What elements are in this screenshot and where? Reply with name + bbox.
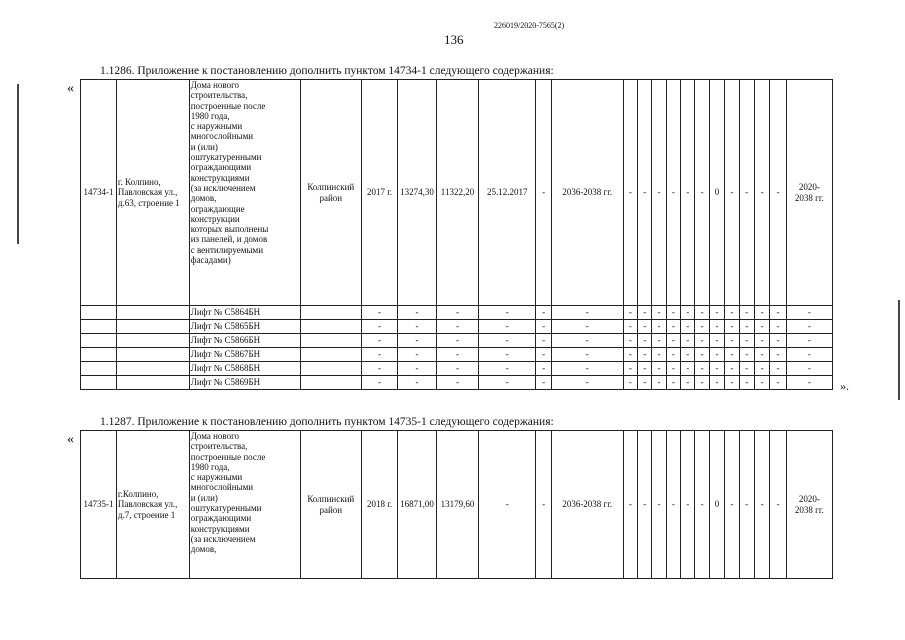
lift-value-cell: - [551, 376, 623, 390]
district-line: район [319, 504, 343, 515]
description-cell [189, 431, 300, 579]
empty-cell [116, 376, 189, 390]
description-line: построенные после [190, 100, 266, 111]
empty-cell [116, 306, 189, 320]
lift-value-cell: - [397, 320, 436, 334]
lift-value-cell: - [479, 306, 536, 320]
lift-value-cell: - [638, 334, 652, 348]
lift-value-cell: - [725, 376, 739, 390]
lift-value-cell: - [623, 320, 637, 334]
right-margin-line [898, 300, 900, 400]
lift-value-cell: - [770, 320, 786, 334]
description-line: оштукатуренными [190, 503, 262, 514]
lift-value-cell: - [770, 376, 786, 390]
lift-value-cell: - [479, 376, 536, 390]
flag-cell: - [770, 80, 786, 306]
lift-value-cell: - [536, 348, 551, 362]
lift-value-cell: - [770, 348, 786, 362]
dash-cell: - [536, 80, 551, 306]
lift-row [81, 306, 833, 320]
lift-label: Лифт № С5866БН [189, 334, 300, 348]
lift-value-cell: - [754, 376, 769, 390]
lift-value-cell: - [551, 334, 623, 348]
lift-value-cell: - [436, 306, 478, 320]
lift-value-cell: - [397, 334, 436, 348]
lift-label: Лифт № С5867БН [189, 348, 300, 362]
lift-value-cell: - [786, 334, 832, 348]
lift-value-cell: - [739, 306, 754, 320]
lift-value-cell: - [681, 376, 695, 390]
date-cell: - [479, 431, 536, 579]
description-line: многослойными [190, 131, 254, 142]
empty-cell [116, 348, 189, 362]
address-cell [116, 431, 189, 579]
flag-cell: - [695, 431, 709, 579]
address-line: Павловская ул., [117, 499, 178, 510]
description-line: с вентилируемыми [190, 244, 264, 255]
lift-value-cell: - [709, 376, 724, 390]
lift-value-cell: - [436, 334, 478, 348]
lift-label: Лифт № С5864БН [189, 306, 300, 320]
entry-table-14735-1 [80, 430, 833, 579]
flag-cell: - [770, 431, 786, 579]
lift-value-cell: - [479, 320, 536, 334]
empty-cell [81, 306, 117, 320]
district-line: район [319, 192, 343, 203]
flag-cell: 0 [709, 80, 724, 306]
lift-value-cell: - [479, 334, 536, 348]
lift-value-cell: - [739, 334, 754, 348]
lift-value-cell: - [362, 362, 398, 376]
description-line: и (или) [190, 492, 218, 503]
lift-value-cell: - [436, 320, 478, 334]
lift-value-cell: - [397, 362, 436, 376]
entry-id: 14734-1 [81, 80, 117, 306]
lift-value-cell: - [754, 348, 769, 362]
final-period-cell [786, 431, 832, 579]
description-line: и (или) [190, 141, 218, 152]
lift-value-cell: - [362, 376, 398, 390]
lift-value-cell: - [681, 348, 695, 362]
empty-cell [116, 320, 189, 334]
lift-value-cell: - [397, 348, 436, 362]
description-line: конструкциями [190, 172, 250, 183]
description-line: фасадами) [190, 255, 231, 266]
area-total-cell: 16871,00 [397, 431, 436, 579]
description-line: строительства, [190, 441, 248, 452]
lift-value-cell: - [652, 362, 666, 376]
lift-value-cell: - [709, 348, 724, 362]
description-line: конструкциями [190, 523, 250, 534]
year-cell: 2017 г. [362, 80, 398, 306]
section-1287-heading: 1.1287. Приложение к постановлению дополнить пунктом 14735-1 следующего содержания: [100, 416, 554, 428]
description-line: оштукатуренными [190, 152, 262, 163]
description-line: 1980 года, [190, 461, 230, 472]
area-living-cell: 11322,20 [436, 80, 478, 306]
lift-value-cell: - [695, 306, 709, 320]
empty-cell [116, 362, 189, 376]
lift-value-cell: - [536, 376, 551, 390]
lift-value-cell: - [638, 348, 652, 362]
dash-cell: - [536, 431, 551, 579]
lift-value-cell: - [709, 334, 724, 348]
lift-value-cell: - [436, 362, 478, 376]
lift-label: Лифт № С5865БН [189, 320, 300, 334]
lift-value-cell: - [739, 362, 754, 376]
lift-value-cell: - [786, 376, 832, 390]
description-line: 1980 года, [190, 110, 230, 121]
lift-row [81, 320, 833, 334]
empty-cell [300, 306, 362, 320]
lift-value-cell: - [754, 320, 769, 334]
lift-value-cell: - [362, 348, 398, 362]
lift-value-cell: - [770, 334, 786, 348]
flag-cell: - [725, 431, 739, 579]
description-line: Дома нового [190, 431, 240, 441]
lift-value-cell: - [725, 320, 739, 334]
lift-value-cell: - [725, 362, 739, 376]
left-margin-line [17, 84, 19, 244]
final-period-line: 2020- [798, 494, 820, 505]
flag-cell: - [739, 80, 754, 306]
final-period-line: 2020- [798, 182, 820, 193]
description-line: построенные после [190, 451, 266, 462]
lift-value-cell: - [709, 320, 724, 334]
lift-value-cell: - [725, 348, 739, 362]
district-cell [300, 431, 362, 579]
description-line: многослойными [190, 482, 254, 493]
lift-label: Лифт № С5869БН [189, 376, 300, 390]
final-period-cell [786, 80, 832, 306]
empty-cell [81, 376, 117, 390]
description-line: домов, [190, 544, 217, 555]
final-period-line: 2038 гг. [794, 192, 824, 203]
lift-value-cell: - [551, 306, 623, 320]
lift-row [81, 362, 833, 376]
address-cell [116, 80, 189, 306]
empty-cell [81, 362, 117, 376]
lift-value-cell: - [786, 306, 832, 320]
address-line: Павловская ул., [117, 187, 178, 198]
description-cell [189, 80, 300, 306]
flag-cell: - [725, 80, 739, 306]
lift-value-cell: - [695, 320, 709, 334]
description-line: конструкции [190, 213, 240, 224]
empty-cell [300, 334, 362, 348]
lift-value-cell: - [754, 362, 769, 376]
lift-value-cell: - [551, 362, 623, 376]
lift-value-cell: - [652, 320, 666, 334]
empty-cell [116, 334, 189, 348]
lift-value-cell: - [623, 306, 637, 320]
table-row [81, 431, 833, 579]
lift-value-cell: - [739, 376, 754, 390]
lift-value-cell: - [638, 306, 652, 320]
flag-cell: - [666, 431, 680, 579]
lift-rows [81, 306, 833, 390]
lift-value-cell: - [362, 306, 398, 320]
description-line: с наружными [190, 472, 243, 483]
lift-value-cell: - [397, 376, 436, 390]
empty-cell [300, 320, 362, 334]
date-cell: 25.12.2017 [479, 80, 536, 306]
description-line: (за исключением [190, 182, 256, 193]
lift-value-cell: - [436, 376, 478, 390]
page-number: 136 [444, 32, 464, 47]
period-cell: 2036-2038 гг. [551, 431, 623, 579]
lift-value-cell: - [652, 376, 666, 390]
lift-value-cell: - [623, 362, 637, 376]
flag-cell: - [695, 80, 709, 306]
lift-value-cell: - [638, 320, 652, 334]
empty-cell [300, 348, 362, 362]
flag-cell: - [638, 80, 652, 306]
address-line: г. Колпино, [117, 177, 161, 188]
lift-value-cell: - [709, 306, 724, 320]
lift-value-cell: - [695, 362, 709, 376]
lift-value-cell: - [536, 334, 551, 348]
lift-label: Лифт № С5868БН [189, 362, 300, 376]
lift-value-cell: - [623, 334, 637, 348]
lift-row [81, 348, 833, 362]
lift-value-cell: - [725, 306, 739, 320]
flag-cell: - [638, 431, 652, 579]
empty-cell [81, 320, 117, 334]
description-line: домов, [190, 193, 217, 204]
lift-value-cell: - [681, 362, 695, 376]
lift-value-cell: - [638, 376, 652, 390]
lift-value-cell: - [725, 334, 739, 348]
table-row [81, 80, 833, 306]
open-quote: « [67, 81, 74, 96]
description-line: строительства, [190, 90, 248, 101]
description-line: ограждающими [190, 513, 252, 524]
lift-value-cell: - [652, 306, 666, 320]
district-line: Колпинский [307, 182, 355, 193]
lift-value-cell: - [623, 376, 637, 390]
district-line: Колпинский [307, 494, 355, 505]
address-line: г.Колпино, [117, 489, 159, 500]
description-line: (за исключением [190, 533, 256, 544]
area-total-cell: 13274,30 [397, 80, 436, 306]
entry-table-14734-1 [80, 79, 833, 390]
lift-value-cell: - [397, 306, 436, 320]
lift-value-cell: - [786, 320, 832, 334]
lift-value-cell: - [362, 334, 398, 348]
lift-row [81, 376, 833, 390]
lift-value-cell: - [551, 348, 623, 362]
flag-cell: - [623, 431, 637, 579]
lift-value-cell: - [479, 348, 536, 362]
lift-value-cell: - [536, 306, 551, 320]
document-number: 226019/2020-7565(2) [494, 21, 565, 30]
flag-cell: - [652, 431, 666, 579]
lift-value-cell: - [362, 320, 398, 334]
lift-value-cell: - [695, 348, 709, 362]
year-cell: 2018 г. [362, 431, 398, 579]
district-cell [300, 80, 362, 306]
lift-value-cell: - [666, 334, 680, 348]
lift-value-cell: - [770, 306, 786, 320]
address-line: д.63, строение 1 [117, 197, 180, 208]
lift-value-cell: - [786, 362, 832, 376]
lift-value-cell: - [652, 348, 666, 362]
section-1286-heading: 1.1286. Приложение к постановлению дополнить пунктом 14734-1 следующего содержания: [100, 65, 554, 77]
address-line: д.7, строение 1 [117, 509, 176, 520]
period-cell: 2036-2038 гг. [551, 80, 623, 306]
lift-value-cell: - [652, 334, 666, 348]
entry-id: 14735-1 [81, 431, 117, 579]
lift-value-cell: - [695, 376, 709, 390]
description-line: которых выполнены [190, 224, 269, 235]
lift-value-cell: - [666, 306, 680, 320]
empty-cell [300, 362, 362, 376]
lift-value-cell: - [681, 320, 695, 334]
lift-value-cell: - [536, 362, 551, 376]
open-quote-2: « [67, 432, 74, 447]
description-line: ограждающими [190, 162, 252, 173]
flag-cell: - [652, 80, 666, 306]
flag-cell: - [623, 80, 637, 306]
flag-cell: - [754, 80, 769, 306]
lift-value-cell: - [666, 362, 680, 376]
empty-cell [300, 376, 362, 390]
lift-value-cell: - [436, 348, 478, 362]
description-line: из панелей, и домов [190, 234, 268, 245]
lift-value-cell: - [695, 334, 709, 348]
lift-value-cell: - [786, 348, 832, 362]
lift-value-cell: - [754, 334, 769, 348]
final-period-line: 2038 гг. [794, 504, 824, 515]
flag-cell: - [666, 80, 680, 306]
flag-cell: - [754, 431, 769, 579]
flag-cell: 0 [709, 431, 724, 579]
lift-value-cell: - [739, 348, 754, 362]
empty-cell [81, 348, 117, 362]
lift-value-cell: - [709, 362, 724, 376]
flag-cell: - [681, 431, 695, 579]
lift-value-cell: - [770, 362, 786, 376]
description-line: ограждающие [190, 203, 245, 214]
lift-value-cell: - [623, 348, 637, 362]
description-line: с наружными [190, 121, 243, 132]
flag-cell: - [681, 80, 695, 306]
lift-value-cell: - [681, 334, 695, 348]
lift-value-cell: - [551, 320, 623, 334]
lift-value-cell: - [479, 362, 536, 376]
lift-value-cell: - [681, 306, 695, 320]
lift-value-cell: - [638, 362, 652, 376]
description-line: Дома нового [190, 80, 240, 90]
empty-cell [81, 334, 117, 348]
lift-value-cell: - [666, 320, 680, 334]
lift-row [81, 334, 833, 348]
lift-value-cell: - [739, 320, 754, 334]
flag-cell: - [739, 431, 754, 579]
lift-value-cell: - [666, 376, 680, 390]
lift-value-cell: - [666, 348, 680, 362]
area-living-cell: 13179,60 [436, 431, 478, 579]
lift-value-cell: - [536, 320, 551, 334]
lift-value-cell: - [754, 306, 769, 320]
close-quote: ». [840, 379, 849, 393]
